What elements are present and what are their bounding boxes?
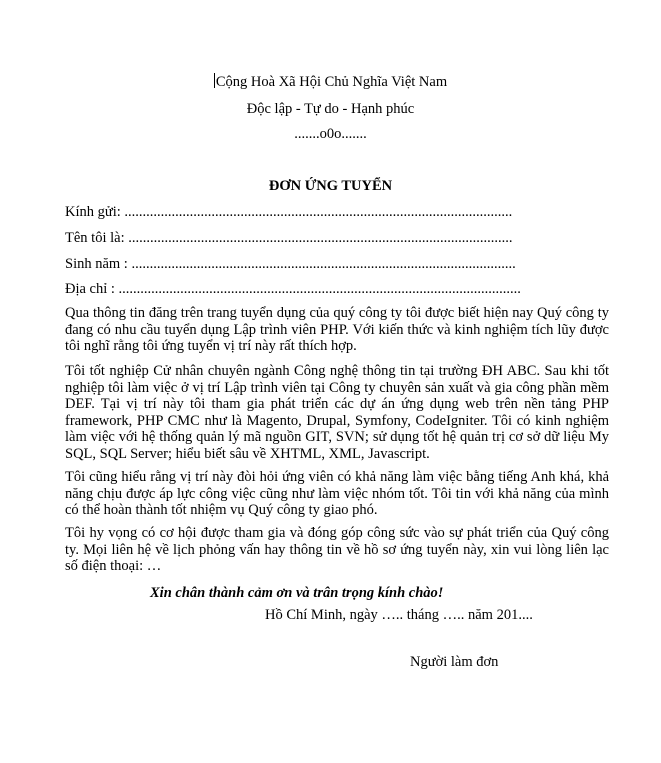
paragraph-skills: Tôi cũng hiểu rằng vị trí này đòi hỏi ứng viên có khả năng làm việc bằng tiếng Anh khá, khả năng chịu được áp lực công việc cũng như làm việc nhóm tốt. Tôi tin với khả năng của mình có thể hoàn thành tốt nhiệm vụ Quý công ty giao phó.	[65, 469, 609, 518]
national-title	[0, 73, 661, 91]
signer-label: Người làm đơn	[410, 654, 499, 670]
separator: .......o0o.......	[294, 126, 367, 142]
field-recipient: Kính gửi: ...........................................................................................................	[65, 204, 513, 220]
field-birth-year: Sinh năm : ..........................................................................................................	[65, 256, 516, 272]
paragraph-experience: Tôi tốt nghiệp Cử nhân chuyên ngành Công nghệ thông tin tại trường ĐH ABC. Sau khi tốt nghiệp tôi làm việc ở vị trí Lập trình viên tại Công ty chuyên sản xuất và gia công phần mềm DEF. Tại vị trí này tôi tham gia phát triển các dự án ứng dụng web trên nền tảng PHP framework, PHP CMC như là Magento, Drupal, Symfony, CodeIgniter. Tôi có kinh nghiệm làm việc với hệ thống quản lý mã nguồn GIT, SVN; sử dụng tốt hệ quản trị cơ sở dữ liệu My SQL, SQL Server; hiểu biết sâu về XHTML, XML, Javascript.	[65, 363, 609, 462]
closing-line: Xin chân thành cảm ơn và trân trọng kính chào!	[150, 585, 444, 601]
paragraph-contact: Tôi hy vọng có cơ hội được tham gia và đóng góp công sức vào sự phát triển của Quý công ty. Mọi liên hệ về lịch phỏng vấn hay thông tin về hồ sơ ứng tuyển này, xin vui lòng liên lạc số điện thoại: …	[65, 525, 609, 574]
text-cursor	[214, 73, 215, 88]
date-line: Hồ Chí Minh, ngày ….. tháng ….. năm 201....	[265, 607, 533, 623]
national-title-text: Cộng Hoà Xã Hội Chủ Nghĩa Việt Nam	[215, 74, 448, 90]
field-name: Tên tôi là: ..........................................................................................................	[65, 230, 513, 246]
document-title: ĐƠN ỨNG TUYỂN	[268, 178, 393, 194]
paragraph-intro: Qua thông tin đăng trên trang tuyển dụng của quý công ty tôi được biết hiện nay Quý công ty đang có nhu cầu tuyển dụng Lập trình viên PHP. Với kiến thức và kinh nghiệm tích lũy được tôi nghĩ rằng tôi ứng tuyển vị trí này rất thích hợp.	[65, 305, 609, 354]
field-address: Địa chỉ : ...............................................................................................................	[65, 281, 521, 297]
motto: Độc lập - Tự do - Hạnh phúc	[246, 101, 415, 117]
